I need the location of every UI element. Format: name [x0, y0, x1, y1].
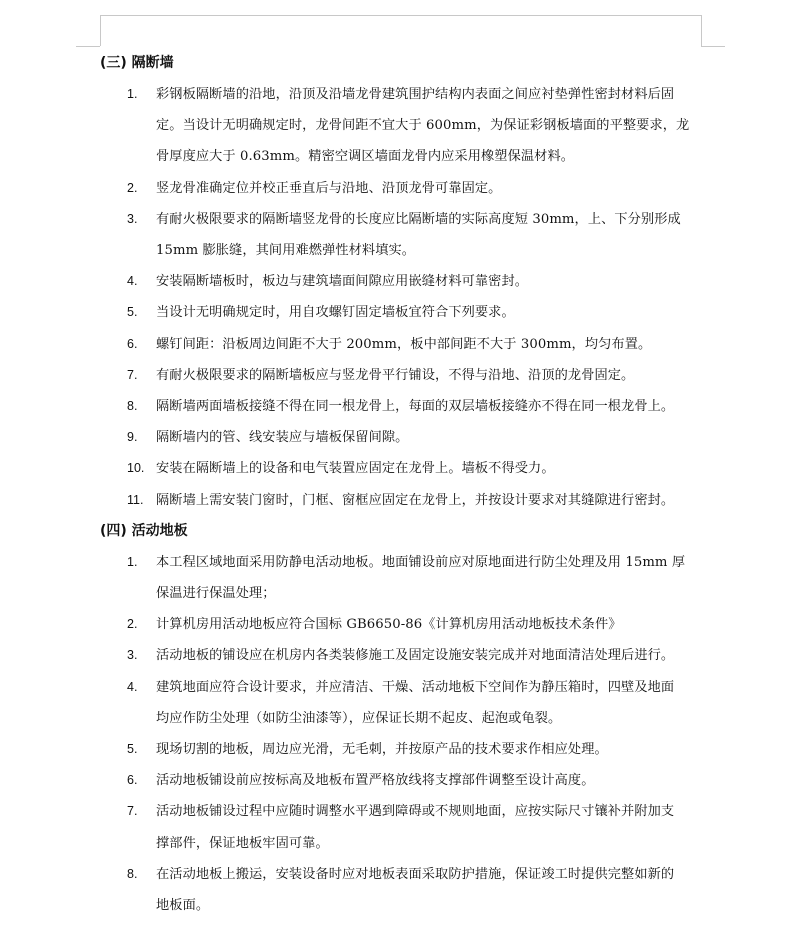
text-line: 安装在隔断墙上的设备和电气装置应固定在龙骨上。墙板不得受力。: [156, 461, 555, 477]
list-item: [100, 391, 710, 422]
text-line: 地板面。: [156, 898, 210, 914]
list-item-text: [156, 640, 710, 671]
list-item-number: 3.: [127, 211, 138, 226]
list-item: [100, 79, 710, 173]
list-item-number: 4.: [127, 679, 138, 694]
list-item: [100, 266, 710, 297]
list-item-text: [156, 173, 710, 204]
text-line: 有耐火极限要求的隔断墙板应与竖龙骨平行铺设，不得与沿地、沿顶的龙骨固定。: [156, 367, 635, 383]
list-item-number: 10.: [127, 461, 145, 476]
list-item-text: [156, 297, 710, 328]
crop-mark-right: [701, 15, 702, 46]
text-line: 现场切割的地板，周边应光滑，无毛刺，并按原产品的技术要求作相应处理。: [156, 742, 608, 758]
list-item-text: [156, 859, 710, 921]
list-item-number: 7.: [127, 367, 138, 382]
list-item: [100, 796, 710, 858]
list-item: [100, 329, 710, 360]
list-item-number: 4.: [127, 274, 138, 289]
list-item-number: 2.: [127, 180, 138, 195]
list-item-number: 7.: [127, 804, 138, 819]
text-line: 彩钢板隔断墙的沿地，沿顶及沿墙龙骨建筑围护结构内表面之间应衬垫弹性密封材料后固: [156, 87, 675, 102]
list-item: [100, 672, 710, 734]
list-item: [100, 204, 710, 266]
list-item: [100, 765, 710, 796]
list-item-text: [156, 796, 710, 858]
text-line: 当设计无明确规定时，用自攻螺钉固定墙板宜符合下列要求。: [156, 305, 515, 321]
list-item-text: [156, 329, 710, 360]
text-line: 活动地板的铺设应在机房内各类装修施工及固定设施安装完成并对地面清洁处理后进行。: [156, 648, 675, 664]
list-item: [100, 360, 710, 391]
text-line: 在活动地板上搬运，安装设备时应对地板表面采取防护措施，保证竣工时提供完整如新的: [156, 866, 675, 882]
text-line: 螺钉间距：沿板周边间距不大于 200mm，板中部间距不大于 300mm，均匀布置。: [156, 336, 652, 352]
text-line: 活动地板铺设前应按标高及地板布置严格放线将支撑部件调整至设计高度。: [156, 773, 595, 789]
list-item-text: [156, 266, 710, 297]
list-item-number: 11.: [127, 492, 144, 507]
list-item-number: 3.: [127, 648, 138, 663]
list-item: [100, 173, 710, 204]
list-item-text: [156, 765, 710, 796]
list-item: [100, 640, 710, 671]
list-item: [100, 297, 710, 328]
text-line: 隔断墙内的管、线安装应与墙板保留间隙。: [156, 430, 409, 446]
list-item-text: [156, 734, 710, 765]
list-item: [100, 485, 710, 516]
list-item: [100, 422, 710, 453]
text-line: 活动地板铺设过程中应随时调整水平遇到障碍或不规则地面，应按实际尺寸镶补并附加支: [156, 804, 675, 820]
text-line: 计算机房用活动地板应符合国标 GB6650-86《计算机房用活动地板技术条件》: [156, 617, 622, 633]
section-heading: (三) 隔断墙: [100, 55, 174, 71]
text-line: 撑部件，保证地板牢固可靠。: [156, 835, 329, 851]
text-line: 有耐火极限要求的隔断墙竖龙骨的长度应比隔断墙的实际高度短 30mm，上、下分别形成: [156, 211, 681, 227]
crop-mark-left-horizontal: [76, 46, 100, 47]
text-line: 保温进行保温处理；: [156, 586, 276, 602]
list-item-text: [156, 453, 710, 484]
section-heading: (四) 活动地板: [100, 522, 188, 539]
text-line: 建筑地面应符合设计要求，并应清洁、干燥、活动地板下空间作为静压箱时，四壁及地面: [156, 679, 675, 695]
text-line: 定。当设计无明确规定时，龙骨间距不宜大于 600mm，为保证彩钢板墙面的平整要求，龙: [156, 118, 690, 134]
list-item-number: 5.: [127, 742, 138, 757]
text-line: 隔断墙两面墙板接缝不得在同一根龙骨上，每面的双层墙板接缝亦不得在同一根龙骨上。: [156, 399, 675, 415]
list-item-text: [156, 672, 710, 734]
list-item-text: [156, 609, 710, 640]
list-item-text: [156, 485, 710, 516]
list-item-text: [156, 422, 710, 453]
crop-mark-right-horizontal: [701, 46, 725, 47]
list-item-text: [156, 391, 710, 422]
list-item: [100, 609, 710, 640]
list-item-text: [156, 360, 710, 391]
list-item-number: 1.: [127, 87, 138, 101]
crop-mark-left: [100, 15, 101, 46]
list-item-number: 2.: [127, 617, 138, 632]
text-line: 隔断墙上需安装门窗时，门框、窗框应固定在龙骨上，并按设计要求对其缝隙进行密封。: [156, 492, 675, 508]
list-item-text: [156, 79, 710, 173]
list-item: [100, 859, 710, 921]
list-item: [100, 547, 710, 609]
list-item-text: [156, 547, 710, 609]
list-item-number: 5.: [127, 305, 138, 320]
text-line: 骨厚度应大于 0.63mm。精密空调区墙面龙骨内应采用橡塑保温材料。: [156, 149, 575, 165]
list-item-text: [156, 204, 710, 266]
list-item: [100, 453, 710, 484]
header-rule: [100, 15, 702, 16]
list-item-number: 6.: [127, 773, 138, 788]
document-body: [100, 48, 710, 921]
list-item-number: 8.: [127, 866, 138, 881]
list-item-number: 1.: [127, 554, 138, 569]
list-item: [100, 734, 710, 765]
text-line: 均应作防尘处理（如防尘油漆等），应保证长期不起皮、起泡或龟裂。: [156, 710, 562, 726]
list-item-number: 8.: [127, 399, 138, 414]
text-line: 本工程区域地面采用防静电活动地板。地面铺设前应对原地面进行防尘处理及用 15mm 厚: [156, 554, 686, 570]
text-line: 15mm 膨胀缝，其间用难燃弹性材料填实。: [156, 243, 416, 259]
list-item-number: 9.: [127, 430, 138, 445]
text-line: 竖龙骨准确定位并校正垂直后与沿地、沿顶龙骨可靠固定。: [156, 180, 502, 196]
list-item-number: 6.: [127, 336, 138, 351]
text-line: 安装隔断墙板时，板边与建筑墙面间隙应用嵌缝材料可靠密封。: [156, 274, 529, 290]
